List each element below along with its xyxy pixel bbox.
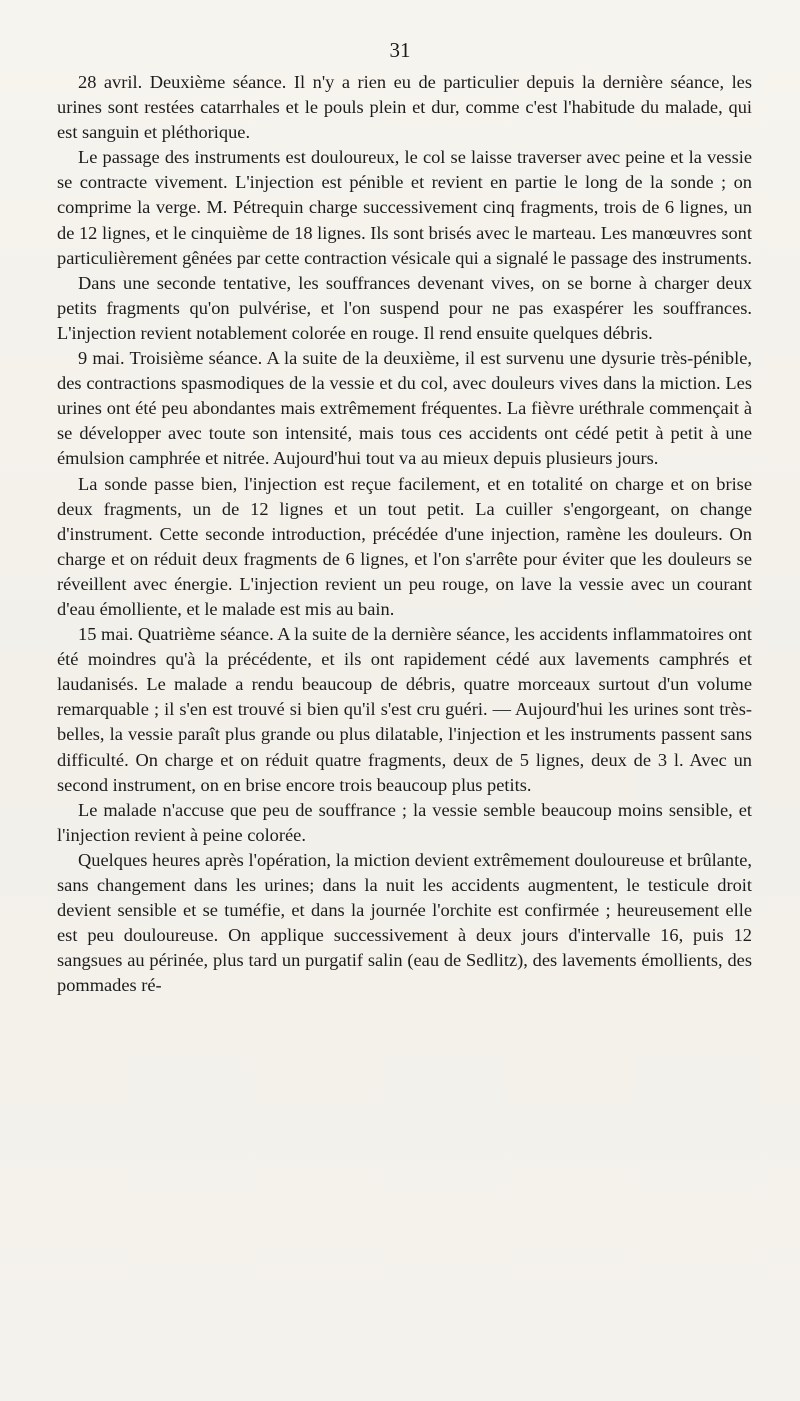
paragraph: 15 mai. Quatrième séance. A la suite de la dernière séance, les accidents inflammatoires ont été moindres qu'à la précédente, et ils ont rapidement cédé aux lavements camphrés et laudanisés. Le malade a rendu beaucoup de débris, quatre morceaux surtout d'un volume remarquable ; il s'en est trouvé si bien qu'il s'est cru guéri. — Aujourd'hui les urines sont très-belles, la vessie paraît plus grande ou plus dilatable, l'injection et les instruments passent sans difficulté. On charge et on réduit quatre fragments, deux de 5 lignes, deux de 3 l. Avec un second instrument, on en brise encore trois beaucoup plus petits. (57, 624, 752, 795)
paragraph: Le malade n'accuse que peu de souffrance ; la vessie semble beaucoup moins sensible, et l'injection revient à peine colorée. (57, 799, 752, 845)
page-number: 31 (389, 38, 411, 62)
paragraph: Dans une seconde tentative, les souffrances devenant vives, on se borne à charger deux petits fragments qu'on pulvérise, et l'on suspend pour ne pas exaspérer les souffrances. L'injection revient notablement colorée en rouge. Il rend ensuite quelques débris. (57, 272, 752, 343)
paragraph: 28 avril. Deuxième séance. Il n'y a rien eu de particulier depuis la dernière séance, les urines sont restées catarrhales et le pouls plein et dur, comme c'est l'habitude du malade, qui est sanguin et pléthorique. (57, 72, 752, 143)
paragraph: Le passage des instruments est douloureux, le col se laisse traverser avec peine et la vessie se contracte vivement. L'injection est pénible et revient en partie le long de la sonde ; on comprime la verge. M. Pétrequin charge successivement cinq fragments, trois de 6 lignes, un de 12 lignes, et le cinquième de 18 lignes. Ils sont brisés avec le marteau. Les manœuvres sont particulièrement gênées par cette contraction vésicale qui a signalé le passage des instruments. (57, 147, 752, 268)
body-text (57, 70, 752, 998)
paragraph: 9 mai. Troisième séance. A la suite de la deuxième, il est survenu une dysurie très-pénible, des contractions spasmodiques de la vessie et du col, avec douleurs vives dans la miction. Les urines ont été peu abondantes mais extrêmement fréquentes. La fièvre uréthrale commençait à se développer avec toute son intensité, mais tous ces accidents ont cédé petit à petit à une émulsion camphrée et nitrée. Aujourd'hui tout va au mieux depuis plusieurs jours. (57, 348, 752, 469)
paragraph: La sonde passe bien, l'injection est reçue facilement, et en totalité on charge et on brise deux fragments, un de 12 lignes et un tout petit. La cuiller s'engorgeant, on change d'instrument. Cette seconde introduction, précédée d'une injection, ramène les douleurs. On charge et on réduit deux fragments de 6 lignes, et l'on s'arrête pour éviter que les douleurs se réveillent avec énergie. L'injection revient un peu rouge, on lave la vessie avec un courant d'eau émolliente, et le malade est mis au bain. (57, 473, 752, 619)
paragraph: Quelques heures après l'opération, la miction devient extrêmement douloureuse et brûlante, sans changement dans les urines; dans la nuit les accidents augmentent, le testicule droit devient sensible et se tuméfie, et dans la journée l'orchite est confirmée ; heureusement elle est peu douloureuse. On applique successivement à deux jours d'intervalle 16, puis 12 sangsues au périnée, plus tard un purgatif salin (eau de Sedlitz), des lavements émollients, des pommades ré- (57, 849, 752, 996)
